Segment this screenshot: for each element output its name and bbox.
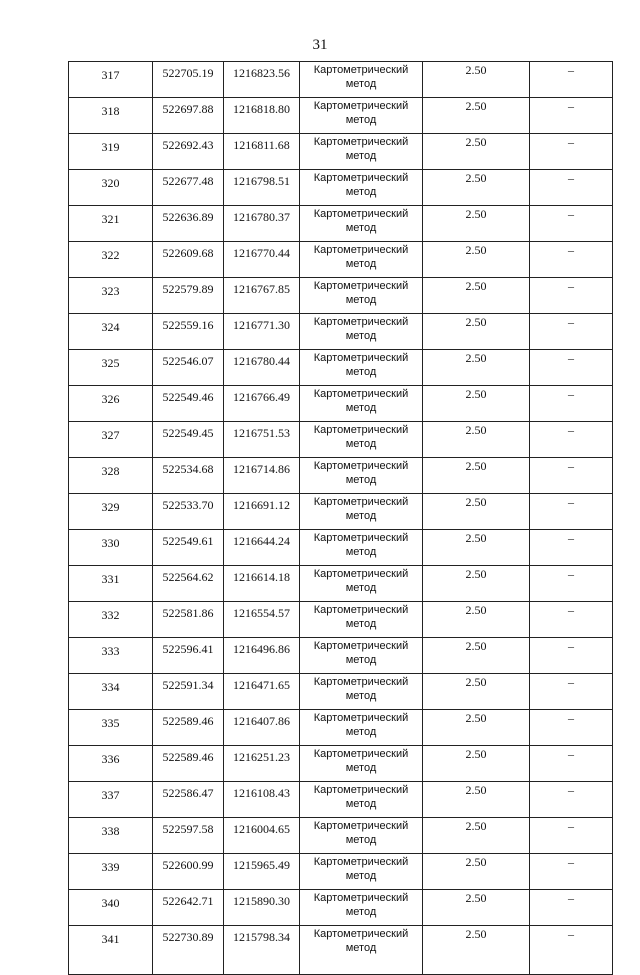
point-number-cell: 341 (69, 926, 153, 975)
note-cell: – (530, 170, 613, 206)
note-cell: – (530, 206, 613, 242)
note-cell: – (530, 890, 613, 926)
point-number-cell: 339 (69, 854, 153, 890)
accuracy-cell: 2.50 (423, 170, 530, 206)
note-cell: – (530, 422, 613, 458)
x-coordinate-cell: 522581.86 (153, 602, 224, 638)
y-coordinate-cell: 1216714.86 (224, 458, 300, 494)
method-cell: Картометрический метод (300, 62, 423, 98)
coordinates-table (68, 61, 613, 975)
method-cell: Картометрический метод (300, 386, 423, 422)
x-coordinate-cell: 522546.07 (153, 350, 224, 386)
table-row (69, 242, 613, 278)
accuracy-cell: 2.50 (423, 746, 530, 782)
method-cell: Картометрический метод (300, 314, 423, 350)
accuracy-cell: 2.50 (423, 854, 530, 890)
accuracy-cell: 2.50 (423, 386, 530, 422)
y-coordinate-cell: 1215890.30 (224, 890, 300, 926)
table-row (69, 602, 613, 638)
table-row (69, 746, 613, 782)
y-coordinate-cell: 1216614.18 (224, 566, 300, 602)
coordinates-table-body (69, 62, 613, 975)
accuracy-cell: 2.50 (423, 458, 530, 494)
x-coordinate-cell: 522609.68 (153, 242, 224, 278)
accuracy-cell: 2.50 (423, 62, 530, 98)
note-cell: – (530, 746, 613, 782)
y-coordinate-cell: 1216780.44 (224, 350, 300, 386)
y-coordinate-cell: 1216771.30 (224, 314, 300, 350)
accuracy-cell: 2.50 (423, 278, 530, 314)
y-coordinate-cell: 1216751.53 (224, 422, 300, 458)
note-cell: – (530, 638, 613, 674)
table-row (69, 98, 613, 134)
method-cell: Картометрический метод (300, 242, 423, 278)
accuracy-cell: 2.50 (423, 782, 530, 818)
table-row (69, 674, 613, 710)
y-coordinate-cell: 1216691.12 (224, 494, 300, 530)
point-number-cell: 337 (69, 782, 153, 818)
y-coordinate-cell: 1216798.51 (224, 170, 300, 206)
table-row (69, 854, 613, 890)
point-number-cell: 335 (69, 710, 153, 746)
point-number-cell: 334 (69, 674, 153, 710)
point-number-cell: 330 (69, 530, 153, 566)
point-number-cell: 317 (69, 62, 153, 98)
accuracy-cell: 2.50 (423, 134, 530, 170)
table-row (69, 350, 613, 386)
method-cell: Картометрический метод (300, 350, 423, 386)
point-number-cell: 328 (69, 458, 153, 494)
note-cell: – (530, 242, 613, 278)
method-cell: Картометрический метод (300, 890, 423, 926)
note-cell: – (530, 458, 613, 494)
point-number-cell: 331 (69, 566, 153, 602)
y-coordinate-cell: 1216108.43 (224, 782, 300, 818)
x-coordinate-cell: 522677.48 (153, 170, 224, 206)
x-coordinate-cell: 522586.47 (153, 782, 224, 818)
y-coordinate-cell: 1216554.57 (224, 602, 300, 638)
x-coordinate-cell: 522549.45 (153, 422, 224, 458)
accuracy-cell: 2.50 (423, 710, 530, 746)
x-coordinate-cell: 522692.43 (153, 134, 224, 170)
note-cell: – (530, 782, 613, 818)
x-coordinate-cell: 522597.58 (153, 818, 224, 854)
accuracy-cell: 2.50 (423, 314, 530, 350)
note-cell: – (530, 674, 613, 710)
point-number-cell: 340 (69, 890, 153, 926)
point-number-cell: 318 (69, 98, 153, 134)
y-coordinate-cell: 1216767.85 (224, 278, 300, 314)
table-row (69, 782, 613, 818)
note-cell: – (530, 278, 613, 314)
x-coordinate-cell: 522642.71 (153, 890, 224, 926)
point-number-cell: 323 (69, 278, 153, 314)
y-coordinate-cell: 1216496.86 (224, 638, 300, 674)
note-cell: – (530, 494, 613, 530)
method-cell: Картометрический метод (300, 278, 423, 314)
table-row (69, 638, 613, 674)
x-coordinate-cell: 522697.88 (153, 98, 224, 134)
point-number-cell: 325 (69, 350, 153, 386)
accuracy-cell: 2.50 (423, 242, 530, 278)
accuracy-cell: 2.50 (423, 530, 530, 566)
point-number-cell: 324 (69, 314, 153, 350)
x-coordinate-cell: 522564.62 (153, 566, 224, 602)
note-cell: – (530, 710, 613, 746)
table-row (69, 458, 613, 494)
accuracy-cell: 2.50 (423, 422, 530, 458)
note-cell: – (530, 98, 613, 134)
method-cell: Картометрический метод (300, 638, 423, 674)
table-row (69, 206, 613, 242)
table-row (69, 890, 613, 926)
method-cell: Картометрический метод (300, 818, 423, 854)
x-coordinate-cell: 522533.70 (153, 494, 224, 530)
accuracy-cell: 2.50 (423, 674, 530, 710)
point-number-cell: 320 (69, 170, 153, 206)
y-coordinate-cell: 1216766.49 (224, 386, 300, 422)
y-coordinate-cell: 1216780.37 (224, 206, 300, 242)
x-coordinate-cell: 522534.68 (153, 458, 224, 494)
method-cell: Картометрический метод (300, 134, 423, 170)
accuracy-cell: 2.50 (423, 818, 530, 854)
table-row (69, 278, 613, 314)
table-row (69, 530, 613, 566)
point-number-cell: 336 (69, 746, 153, 782)
table-row (69, 134, 613, 170)
y-coordinate-cell: 1216811.68 (224, 134, 300, 170)
note-cell: – (530, 386, 613, 422)
method-cell: Картометрический метод (300, 746, 423, 782)
accuracy-cell: 2.50 (423, 206, 530, 242)
method-cell: Картометрический метод (300, 458, 423, 494)
method-cell: Картометрический метод (300, 926, 423, 975)
point-number-cell: 319 (69, 134, 153, 170)
y-coordinate-cell: 1216823.56 (224, 62, 300, 98)
method-cell: Картометрический метод (300, 674, 423, 710)
note-cell: – (530, 926, 613, 975)
method-cell: Картометрический метод (300, 422, 423, 458)
table-row (69, 386, 613, 422)
accuracy-cell: 2.50 (423, 602, 530, 638)
x-coordinate-cell: 522636.89 (153, 206, 224, 242)
point-number-cell: 338 (69, 818, 153, 854)
table-row (69, 818, 613, 854)
table-row (69, 494, 613, 530)
note-cell: – (530, 854, 613, 890)
table-row (69, 314, 613, 350)
table-row (69, 422, 613, 458)
method-cell: Картометрический метод (300, 170, 423, 206)
table-row (69, 926, 613, 975)
method-cell: Картометрический метод (300, 206, 423, 242)
table-row (69, 62, 613, 98)
point-number-cell: 333 (69, 638, 153, 674)
point-number-cell: 329 (69, 494, 153, 530)
x-coordinate-cell: 522579.89 (153, 278, 224, 314)
accuracy-cell: 2.50 (423, 350, 530, 386)
accuracy-cell: 2.50 (423, 98, 530, 134)
note-cell: – (530, 62, 613, 98)
note-cell: – (530, 818, 613, 854)
point-number-cell: 326 (69, 386, 153, 422)
y-coordinate-cell: 1215798.34 (224, 926, 300, 975)
point-number-cell: 322 (69, 242, 153, 278)
table-row (69, 710, 613, 746)
y-coordinate-cell: 1216770.44 (224, 242, 300, 278)
accuracy-cell: 2.50 (423, 566, 530, 602)
y-coordinate-cell: 1216644.24 (224, 530, 300, 566)
note-cell: – (530, 134, 613, 170)
point-number-cell: 327 (69, 422, 153, 458)
x-coordinate-cell: 522549.46 (153, 386, 224, 422)
method-cell: Картометрический метод (300, 98, 423, 134)
accuracy-cell: 2.50 (423, 926, 530, 975)
y-coordinate-cell: 1216251.23 (224, 746, 300, 782)
method-cell: Картометрический метод (300, 494, 423, 530)
y-coordinate-cell: 1216471.65 (224, 674, 300, 710)
method-cell: Картометрический метод (300, 566, 423, 602)
accuracy-cell: 2.50 (423, 638, 530, 674)
accuracy-cell: 2.50 (423, 890, 530, 926)
x-coordinate-cell: 522589.46 (153, 710, 224, 746)
note-cell: – (530, 350, 613, 386)
x-coordinate-cell: 522591.34 (153, 674, 224, 710)
point-number-cell: 321 (69, 206, 153, 242)
note-cell: – (530, 314, 613, 350)
x-coordinate-cell: 522559.16 (153, 314, 224, 350)
x-coordinate-cell: 522600.99 (153, 854, 224, 890)
accuracy-cell: 2.50 (423, 494, 530, 530)
y-coordinate-cell: 1216818.80 (224, 98, 300, 134)
y-coordinate-cell: 1215965.49 (224, 854, 300, 890)
x-coordinate-cell: 522596.41 (153, 638, 224, 674)
method-cell: Картометрический метод (300, 602, 423, 638)
note-cell: – (530, 602, 613, 638)
table-row (69, 566, 613, 602)
method-cell: Картометрический метод (300, 530, 423, 566)
x-coordinate-cell: 522589.46 (153, 746, 224, 782)
x-coordinate-cell: 522549.61 (153, 530, 224, 566)
note-cell: – (530, 530, 613, 566)
point-number-cell: 332 (69, 602, 153, 638)
y-coordinate-cell: 1216004.65 (224, 818, 300, 854)
method-cell: Картометрический метод (300, 710, 423, 746)
x-coordinate-cell: 522705.19 (153, 62, 224, 98)
y-coordinate-cell: 1216407.86 (224, 710, 300, 746)
method-cell: Картометрический метод (300, 782, 423, 818)
method-cell: Картометрический метод (300, 854, 423, 890)
note-cell: – (530, 566, 613, 602)
table-row (69, 170, 613, 206)
page-number: 31 (312, 37, 328, 53)
x-coordinate-cell: 522730.89 (153, 926, 224, 975)
